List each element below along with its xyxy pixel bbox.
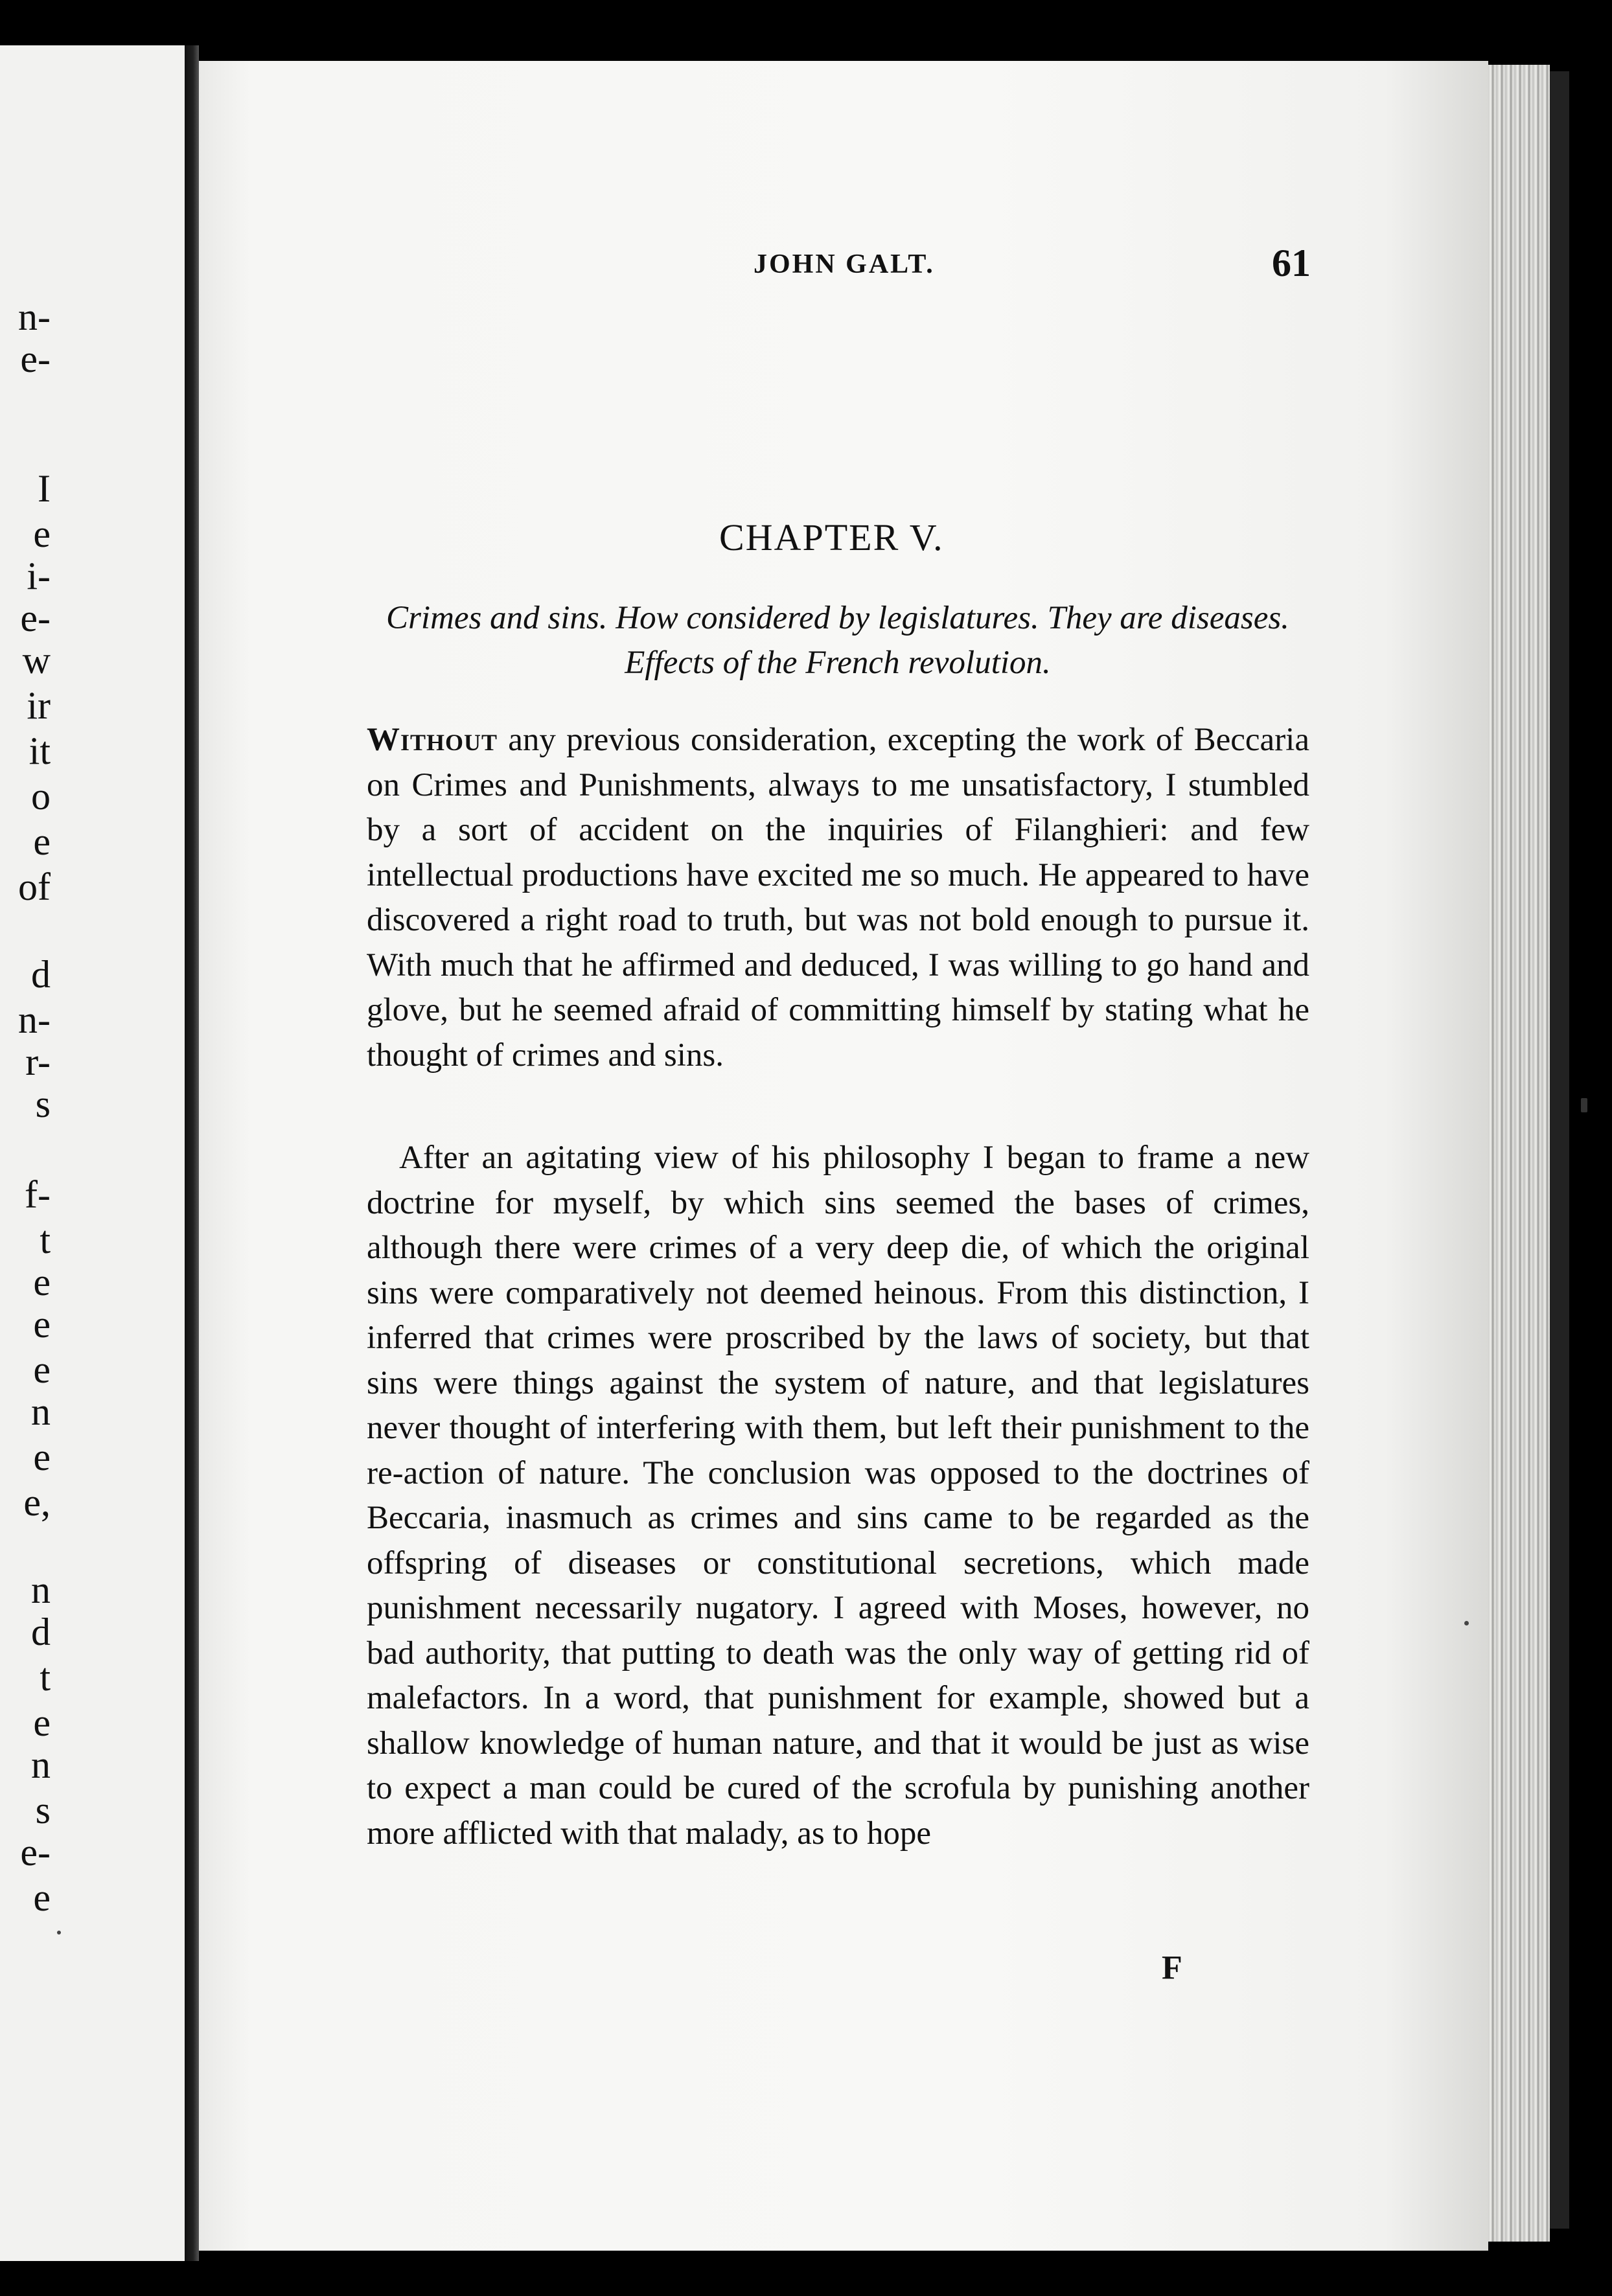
chapter-title: CHAPTER V. bbox=[719, 516, 944, 558]
facing-page-fragment: e bbox=[33, 1261, 51, 1303]
facing-page-fragment: e- bbox=[20, 597, 51, 639]
facing-page-fragment: e bbox=[33, 1436, 51, 1478]
page-number: 61 bbox=[1272, 242, 1311, 284]
facing-page-fragment: d bbox=[31, 1611, 51, 1653]
facing-page-fragment: t bbox=[40, 1656, 51, 1699]
facing-page-fragment: e bbox=[33, 1876, 51, 1919]
facing-page-fragment: d bbox=[31, 953, 51, 996]
page-stack-edge bbox=[1488, 65, 1550, 2242]
facing-page-fragment: n- bbox=[18, 998, 51, 1041]
scan-speck bbox=[57, 1931, 61, 1934]
facing-page-fragment: s bbox=[35, 1789, 51, 1831]
paragraph-1-text: any previous consideration, excepting the work of Beccaria on Crimes and Punishments, always to me unsatisfactory, I stumbled by a sort of accident on the inquiries of Filanghieri: and few intellectual productions have excited me so much. He appeared to have discovered a right road to truth, but was not bold enough to pursue it. With much that he affirmed and deduced, I was willing to go hand and glove, but he seemed afraid of committing himself by stating what he thought of crimes and sins. bbox=[367, 722, 1309, 1073]
running-head: JOHN GALT. bbox=[754, 249, 935, 279]
scan-speck bbox=[1464, 1621, 1469, 1625]
facing-page-fragment: n bbox=[31, 1568, 51, 1611]
cover-edge bbox=[1550, 71, 1569, 2229]
facing-page-fragment: e bbox=[33, 1348, 51, 1391]
facing-page-fragment: n- bbox=[18, 295, 51, 338]
facing-page-fragment: s bbox=[35, 1083, 51, 1125]
chapter-summary: Crimes and sins. How considered by legislatures. They are diseases. Effects of the French revolution. bbox=[386, 600, 1289, 681]
facing-page-fragment: n bbox=[31, 1743, 51, 1786]
facing-page-fragment: t bbox=[40, 1219, 51, 1261]
paragraph-1 bbox=[367, 718, 1309, 1078]
facing-page-fragment: e- bbox=[20, 338, 51, 380]
facing-page-fragment: of bbox=[18, 866, 51, 908]
signature-mark: F bbox=[1162, 1949, 1182, 1986]
facing-page-fragment: o bbox=[31, 775, 51, 818]
facing-page-fragment: ir bbox=[27, 684, 51, 727]
facing-page-fragment: e bbox=[33, 1303, 51, 1346]
facing-page-fragment: e bbox=[33, 820, 51, 863]
opening-word: Without bbox=[367, 722, 498, 758]
facing-page-fragment: i- bbox=[27, 555, 51, 597]
book-gutter bbox=[185, 45, 199, 2261]
facing-page-edge bbox=[0, 45, 185, 2261]
facing-page-fragment: I bbox=[38, 467, 51, 510]
facing-page-fragment: r- bbox=[25, 1040, 51, 1083]
facing-page-fragment: n bbox=[31, 1390, 51, 1433]
facing-page-fragment: e bbox=[33, 1701, 51, 1744]
facing-page-fragment: e bbox=[33, 512, 51, 555]
facing-page-fragment: e, bbox=[23, 1481, 51, 1524]
facing-page-text-fragments bbox=[5, 45, 51, 2261]
paragraph-2: After an agitating view of his philosophy I began to frame a new doctrine for myself, by which sins seemed the bases of crimes, although there were crimes of a very deep die, of which the original sins were comparatively not deemed heinous. From this distinction, I inferred that crimes were proscribed by the laws of society, but that sins were things against the system of nature, and that legislatures never thought of interfering with them, but left their punishment to the re-action of nature. The conclusion was opposed to the doctrines of Beccaria, inasmuch as crimes and sins came to be regarded as the offspring of diseases or constitutional secretions, which made punishment necessarily nugatory. I agreed with Moses, however, no bad authority, that putting to death was the only way of getting rid of malefactors. In a word, that punishment for example, showed but a shallow knowledge of human nature, and that it would be just as wise to expect a man could be cured of the scrofula by punishing another more afflicted with that malady, as to hope bbox=[367, 1140, 1309, 1852]
facing-page-fragment: w bbox=[22, 639, 51, 682]
scan-speck bbox=[1581, 1098, 1587, 1112]
facing-page-fragment: e- bbox=[20, 1831, 51, 1874]
facing-page-fragment: f- bbox=[25, 1173, 51, 1216]
facing-page-fragment: it bbox=[29, 729, 51, 772]
